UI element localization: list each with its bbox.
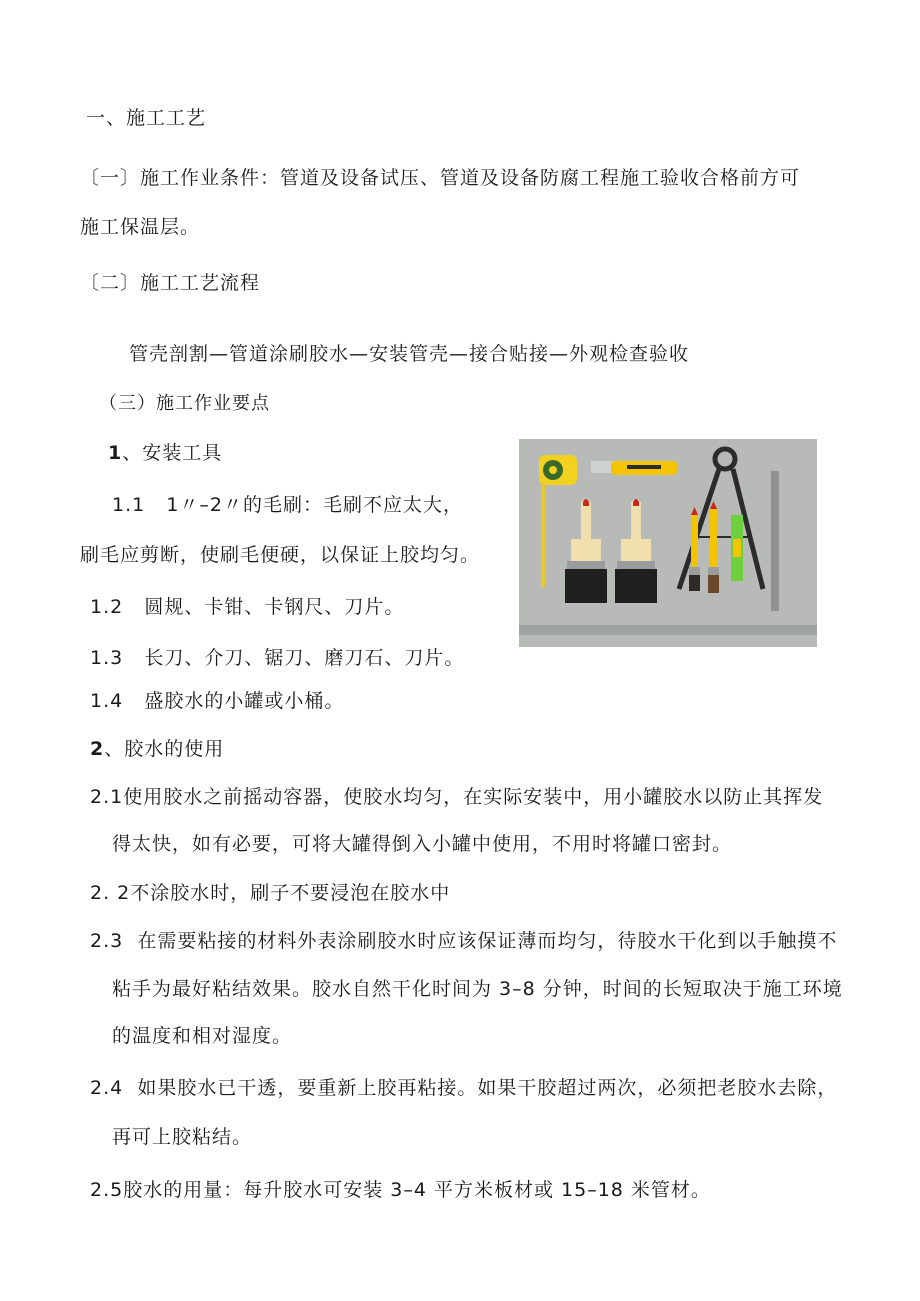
tools-number: 1 bbox=[108, 442, 123, 464]
item-1-1 bbox=[112, 492, 463, 518]
process-heading bbox=[80, 270, 260, 296]
item-2-2-number: 2. 2 bbox=[90, 882, 131, 904]
item-1-3-number: 1.3 bbox=[90, 647, 124, 669]
key-points-heading bbox=[99, 391, 270, 417]
item-2-3-number: 2.3 bbox=[90, 930, 124, 952]
condition-paragraph bbox=[80, 165, 800, 191]
glue-title: 、胶水的使用 bbox=[104, 738, 225, 760]
key-points-title: 施工作业要点 bbox=[156, 393, 270, 414]
tools-photo bbox=[519, 439, 817, 647]
item-2-3-cont-2: 的温度和相对湿度。 bbox=[112, 1025, 293, 1047]
bottom-ruler-image bbox=[519, 625, 817, 635]
item-2-1-number: 2.1 bbox=[90, 786, 124, 808]
blade-box-image bbox=[731, 515, 743, 581]
item-2-4-number: 2.4 bbox=[90, 1077, 124, 1099]
section-heading: 一、施工工艺 bbox=[86, 107, 207, 129]
process-flow: 管壳剖割—管道涂刷胶水—安装管壳—接合贴接—外观检查验收 bbox=[129, 343, 690, 365]
tools-title: 、安装工具 bbox=[122, 442, 223, 464]
item-2-4-cont: 再可上胶粘结。 bbox=[112, 1126, 253, 1148]
process-title: 施工工艺流程 bbox=[140, 272, 261, 294]
section-label-3: （三） bbox=[99, 393, 156, 414]
condition-text: 施工作业条件：管道及设备试压、管道及设备防腐工程施工验收合格前方可 bbox=[140, 167, 801, 189]
item-2-4 bbox=[90, 1075, 837, 1101]
item-1-2 bbox=[90, 594, 404, 620]
item-1-4 bbox=[90, 688, 344, 714]
item-1-1-cont: 刷毛应剪断，使刷毛便硬，以保证上胶均匀。 bbox=[80, 544, 481, 566]
item-1-3 bbox=[90, 645, 464, 671]
glue-heading bbox=[90, 736, 224, 762]
item-2-4-text: 如果胶水已干透，要重新上胶再粘接。如果干胶超过两次，必须把老胶水去除， bbox=[137, 1077, 838, 1099]
item-1-4-text: 盛胶水的小罐或小桶。 bbox=[144, 690, 345, 712]
item-2-1 bbox=[90, 784, 823, 810]
item-2-5-text: 胶水的用量：每升胶水可安装 3–4 平方米板材或 15–18 米管材。 bbox=[123, 1179, 711, 1201]
glue-number: 2 bbox=[90, 738, 105, 760]
item-2-2 bbox=[90, 880, 450, 906]
item-2-3 bbox=[90, 928, 837, 954]
item-2-1-text: 使用胶水之前摇动容器，使胶水均匀，在实际安装中，用小罐胶水以防止其挥发 bbox=[123, 786, 824, 808]
tools-heading bbox=[108, 440, 222, 466]
item-2-2-text: 不涂胶水时，刷子不要浸泡在胶水中 bbox=[130, 882, 451, 904]
item-2-5-number: 2.5 bbox=[90, 1179, 124, 1201]
item-1-3-text: 长刀、介刀、锯刀、磨刀石、刀片。 bbox=[144, 647, 465, 669]
ruler-image bbox=[771, 471, 779, 611]
item-2-1-cont: 得太快，如有必要，可将大罐得倒入小罐中使用，不用时将罐口密封。 bbox=[112, 833, 733, 855]
item-2-3-cont-1: 粘手为最好粘结效果。胶水自然干化时间为 3–8 分钟，时间的长短取决于施工环境 bbox=[112, 978, 843, 1000]
item-1-2-number: 1.2 bbox=[90, 596, 124, 618]
item-1-1-text: 1〃–2〃的毛刷：毛刷不应太大， bbox=[166, 494, 464, 516]
item-1-1-number: 1.1 bbox=[112, 494, 146, 516]
item-1-4-number: 1.4 bbox=[90, 690, 124, 712]
item-1-2-text: 圆规、卡钳、卡钢尺、刀片。 bbox=[144, 596, 405, 618]
section-label-1: 〔一〕 bbox=[80, 167, 141, 189]
item-2-5 bbox=[90, 1177, 711, 1203]
section-label-2: 〔二〕 bbox=[80, 272, 141, 294]
utility-knife-image bbox=[591, 461, 677, 475]
item-2-3-text: 在需要粘接的材料外表涂刷胶水时应该保证薄而均匀，待胶水干化到以手触摸不 bbox=[137, 930, 838, 952]
condition-text-cont: 施工保温层。 bbox=[80, 216, 201, 238]
